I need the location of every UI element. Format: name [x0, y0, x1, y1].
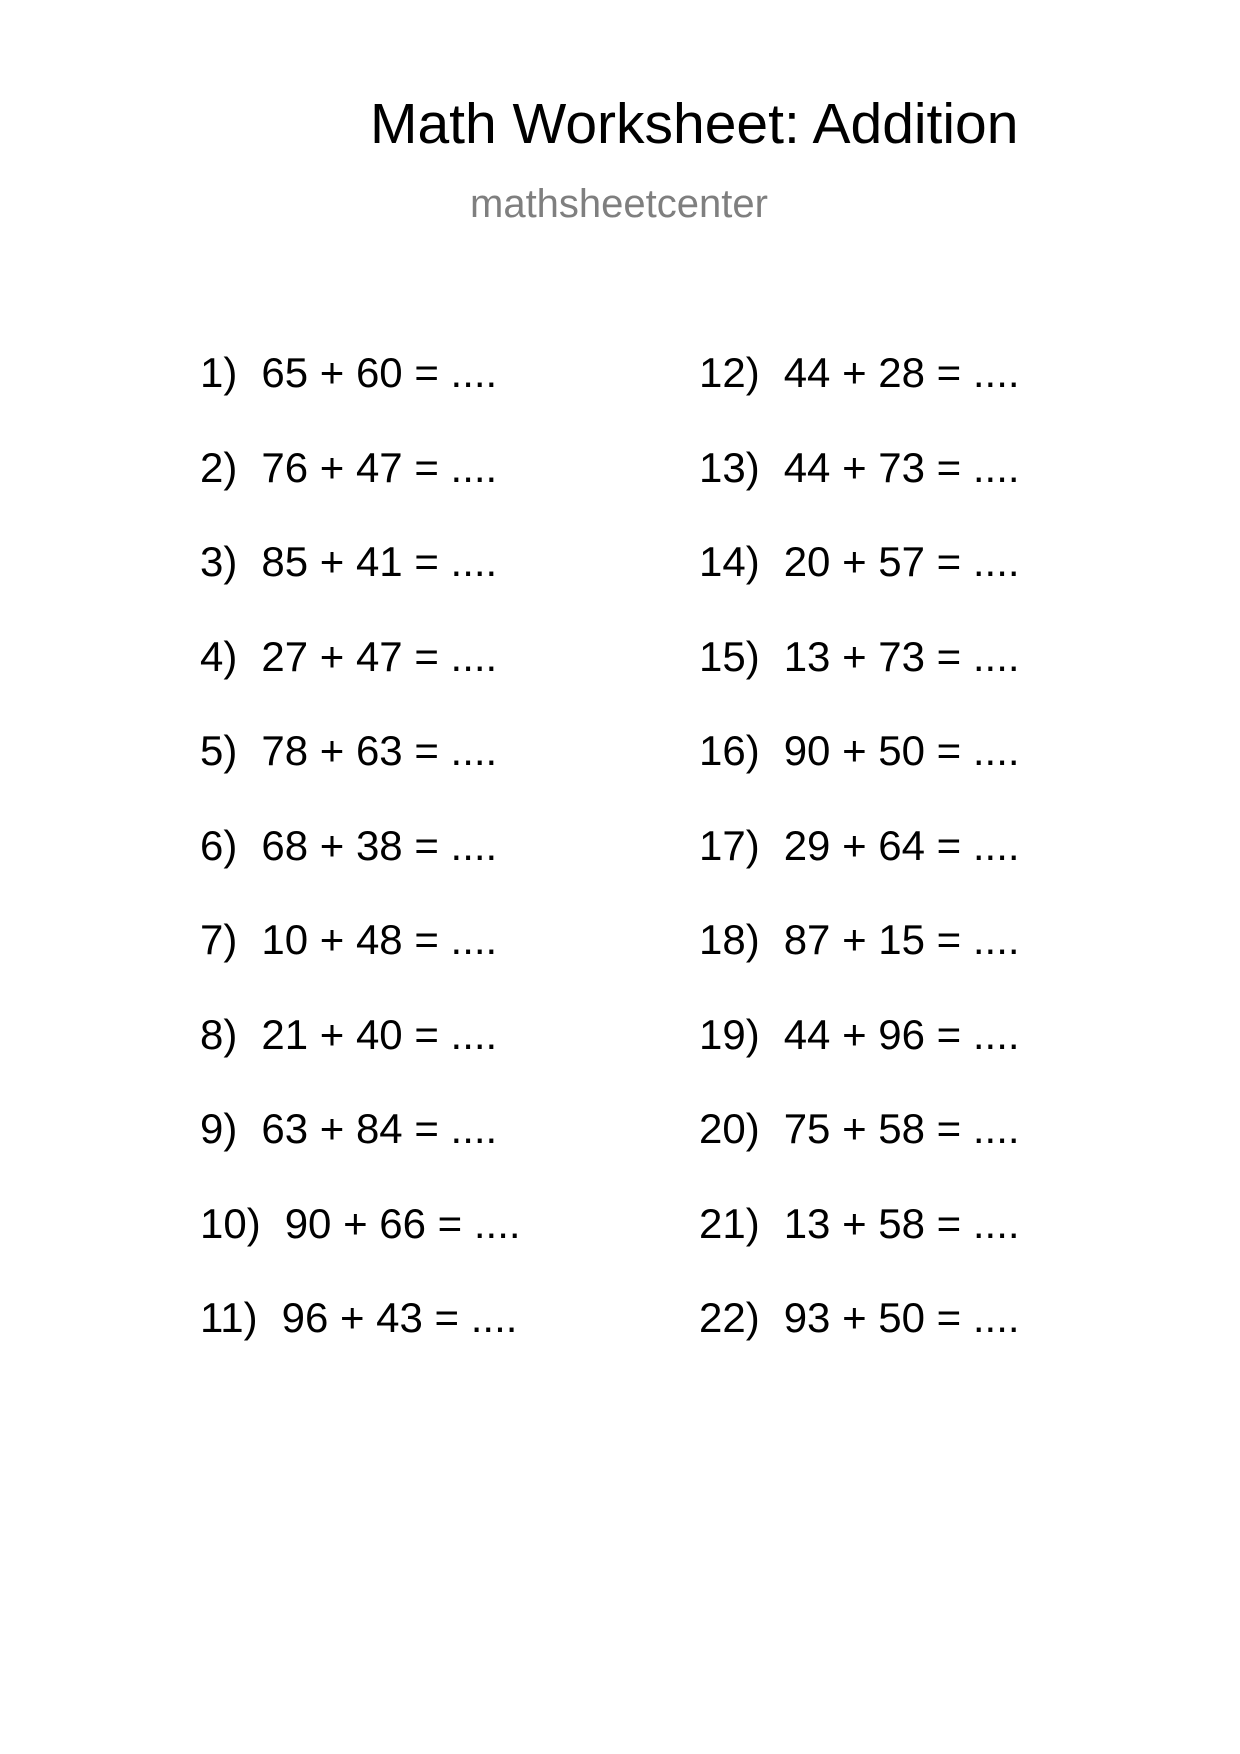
problem-number: 8)	[200, 1010, 238, 1058]
problem-item	[699, 727, 1020, 774]
problem-number: 22)	[699, 1294, 760, 1341]
problem-expression: 90 + 66 = ....	[284, 1199, 521, 1247]
problem-number: 19)	[699, 1010, 760, 1058]
problem-expression: 65 + 60 = ....	[261, 349, 498, 396]
problem-expression: 87 + 15 = ....	[783, 916, 1020, 963]
problem-expression: 27 + 47 = ....	[261, 632, 498, 680]
problem-item	[699, 1199, 1020, 1247]
problem-number: 14)	[699, 538, 760, 585]
problem-item	[200, 632, 498, 680]
problem-item	[699, 1294, 1020, 1341]
problem-item	[699, 1105, 1020, 1152]
problem-number: 10)	[200, 1199, 261, 1247]
problem-number: 18)	[699, 916, 760, 963]
problem-expression: 63 + 84 = ....	[261, 1105, 498, 1152]
problem-expression: 10 + 48 = ....	[261, 916, 498, 963]
problem-expression: 75 + 58 = ....	[783, 1105, 1020, 1152]
problem-item	[200, 821, 498, 869]
problem-expression: 44 + 96 = ....	[783, 1010, 1020, 1058]
problem-expression: 93 + 50 = ....	[783, 1294, 1020, 1341]
problem-number: 4)	[200, 632, 238, 680]
problem-number: 13)	[699, 443, 760, 491]
problem-item	[699, 1010, 1020, 1058]
problem-expression: 13 + 73 = ....	[783, 632, 1020, 680]
problem-expression: 44 + 28 = ....	[783, 349, 1020, 396]
problem-item	[200, 727, 498, 774]
problem-number: 15)	[699, 632, 760, 680]
problem-item	[699, 443, 1020, 491]
problem-item	[699, 916, 1020, 963]
problem-expression: 21 + 40 = ....	[261, 1010, 498, 1058]
problem-item	[200, 1199, 521, 1247]
worksheet-title: Math Worksheet: Addition	[370, 92, 1019, 156]
problem-number: 17)	[699, 821, 760, 869]
problem-number: 6)	[200, 821, 238, 869]
problem-expression: 68 + 38 = ....	[261, 821, 498, 869]
problem-number: 12)	[699, 349, 760, 396]
problem-item	[699, 821, 1020, 869]
problem-expression: 44 + 73 = ....	[783, 443, 1020, 491]
problem-item	[699, 632, 1020, 680]
problem-number: 2)	[200, 443, 238, 491]
problem-expression: 90 + 50 = ....	[783, 727, 1020, 774]
problem-item	[200, 349, 498, 396]
problem-number: 5)	[200, 727, 238, 774]
problem-number: 11)	[200, 1294, 258, 1341]
problem-number: 21)	[699, 1199, 760, 1247]
problem-expression: 85 + 41 = ....	[261, 538, 498, 585]
problem-item	[200, 1294, 518, 1341]
problem-item	[200, 1010, 498, 1058]
problem-expression: 29 + 64 = ....	[783, 821, 1020, 869]
problem-item	[200, 443, 498, 491]
problem-number: 3)	[200, 538, 238, 585]
problem-number: 7)	[200, 916, 238, 963]
problem-number: 20)	[699, 1105, 760, 1152]
problem-item	[200, 538, 498, 585]
problem-expression: 76 + 47 = ....	[261, 443, 498, 491]
problem-expression: 96 + 43 = ....	[281, 1294, 518, 1341]
problem-expression: 20 + 57 = ....	[783, 538, 1020, 585]
problem-number: 1)	[200, 349, 238, 396]
problem-expression: 78 + 63 = ....	[261, 727, 498, 774]
problem-number: 16)	[699, 727, 760, 774]
problem-expression: 13 + 58 = ....	[783, 1199, 1020, 1247]
problem-item	[699, 349, 1020, 396]
worksheet-subtitle: mathsheetcenter	[470, 182, 768, 226]
problem-item	[699, 538, 1020, 585]
problem-number: 9)	[200, 1105, 238, 1152]
problem-item	[200, 1105, 498, 1152]
problem-item	[200, 916, 498, 963]
